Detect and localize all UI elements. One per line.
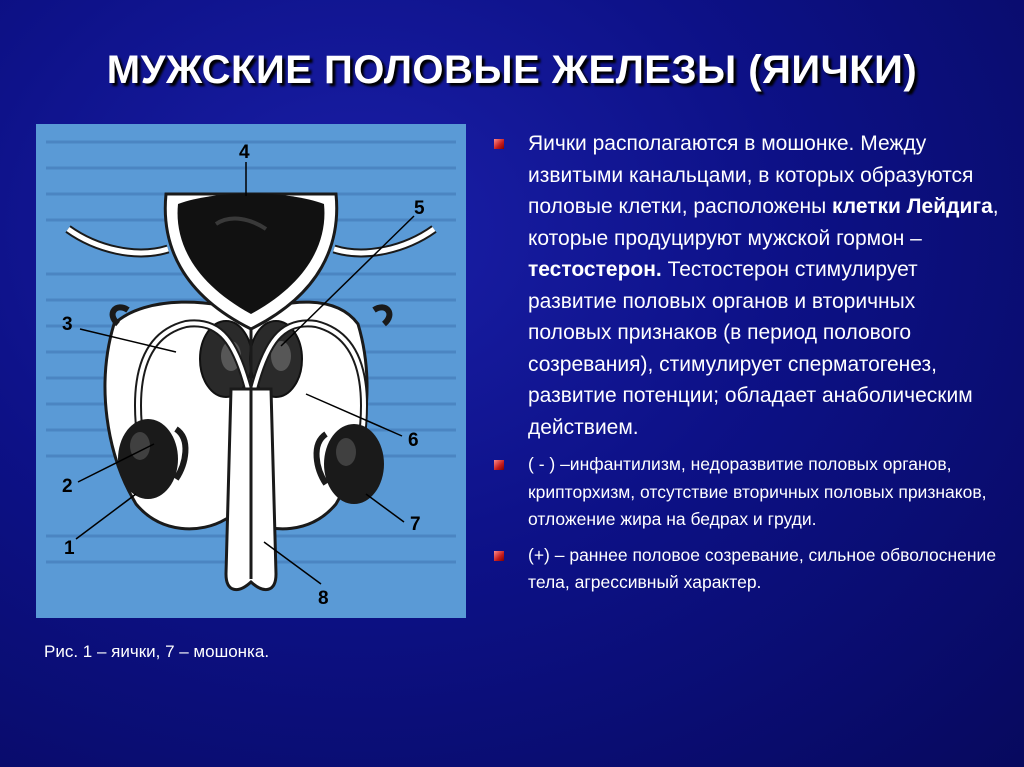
testis-left (118, 419, 178, 499)
bullet-text: Тестостерон стимулирует развитие половых органов и вторичных половых признаков (в период полового созревания), стимулирует сперматогенез, развитие потенции; обладает анаболическим действием. (528, 258, 973, 439)
bullet-item (492, 542, 1002, 597)
bullet-text: Яички располагаются в мошонке. Между извитыми канальцами, в которых образуются половые клетки, расположены (528, 132, 974, 218)
label-5: 5 (414, 198, 425, 219)
label-4: 4 (239, 142, 250, 163)
bullet-list (492, 128, 1002, 597)
figure-caption: Рис. 1 – яички, 7 – мошонка. (44, 642, 270, 661)
anatomy-illustration (36, 124, 466, 618)
label-3: 3 (62, 314, 73, 335)
bullet-text: (+) – раннее половое созревание, сильное обволоснение тела, агрессивный характер. (528, 544, 997, 592)
bullet-text: ( - ) –инфантилизм, недоразвитие половых органов, крипторхизм, отсутствие вторичных половых признаков, отложение жира на бедрах и груди. (528, 454, 987, 529)
bullet-item (492, 451, 1002, 534)
bullet-item (492, 128, 1002, 443)
label-6: 6 (408, 430, 419, 451)
bullet-bold-term: тестостерон. (528, 258, 662, 281)
label-7: 7 (410, 514, 421, 535)
testis-right (324, 424, 384, 504)
bullet-square-icon (494, 551, 504, 561)
anatomy-figure (36, 124, 466, 618)
bullet-text: , которые продуцируют мужской гормон – (528, 195, 999, 250)
label-8: 8 (318, 588, 329, 609)
bladder-inner (178, 194, 325, 315)
label-1: 1 (64, 538, 75, 559)
bullet-bold-term: клетки Лейдига (832, 195, 993, 218)
label-2: 2 (62, 476, 73, 497)
bullet-square-icon (494, 460, 504, 470)
bullet-square-icon (494, 139, 504, 149)
slide-title: МУЖСКИЕ ПОЛОВЫЕ ЖЕЛЕЗЫ (ЯИЧКИ) (106, 48, 918, 92)
